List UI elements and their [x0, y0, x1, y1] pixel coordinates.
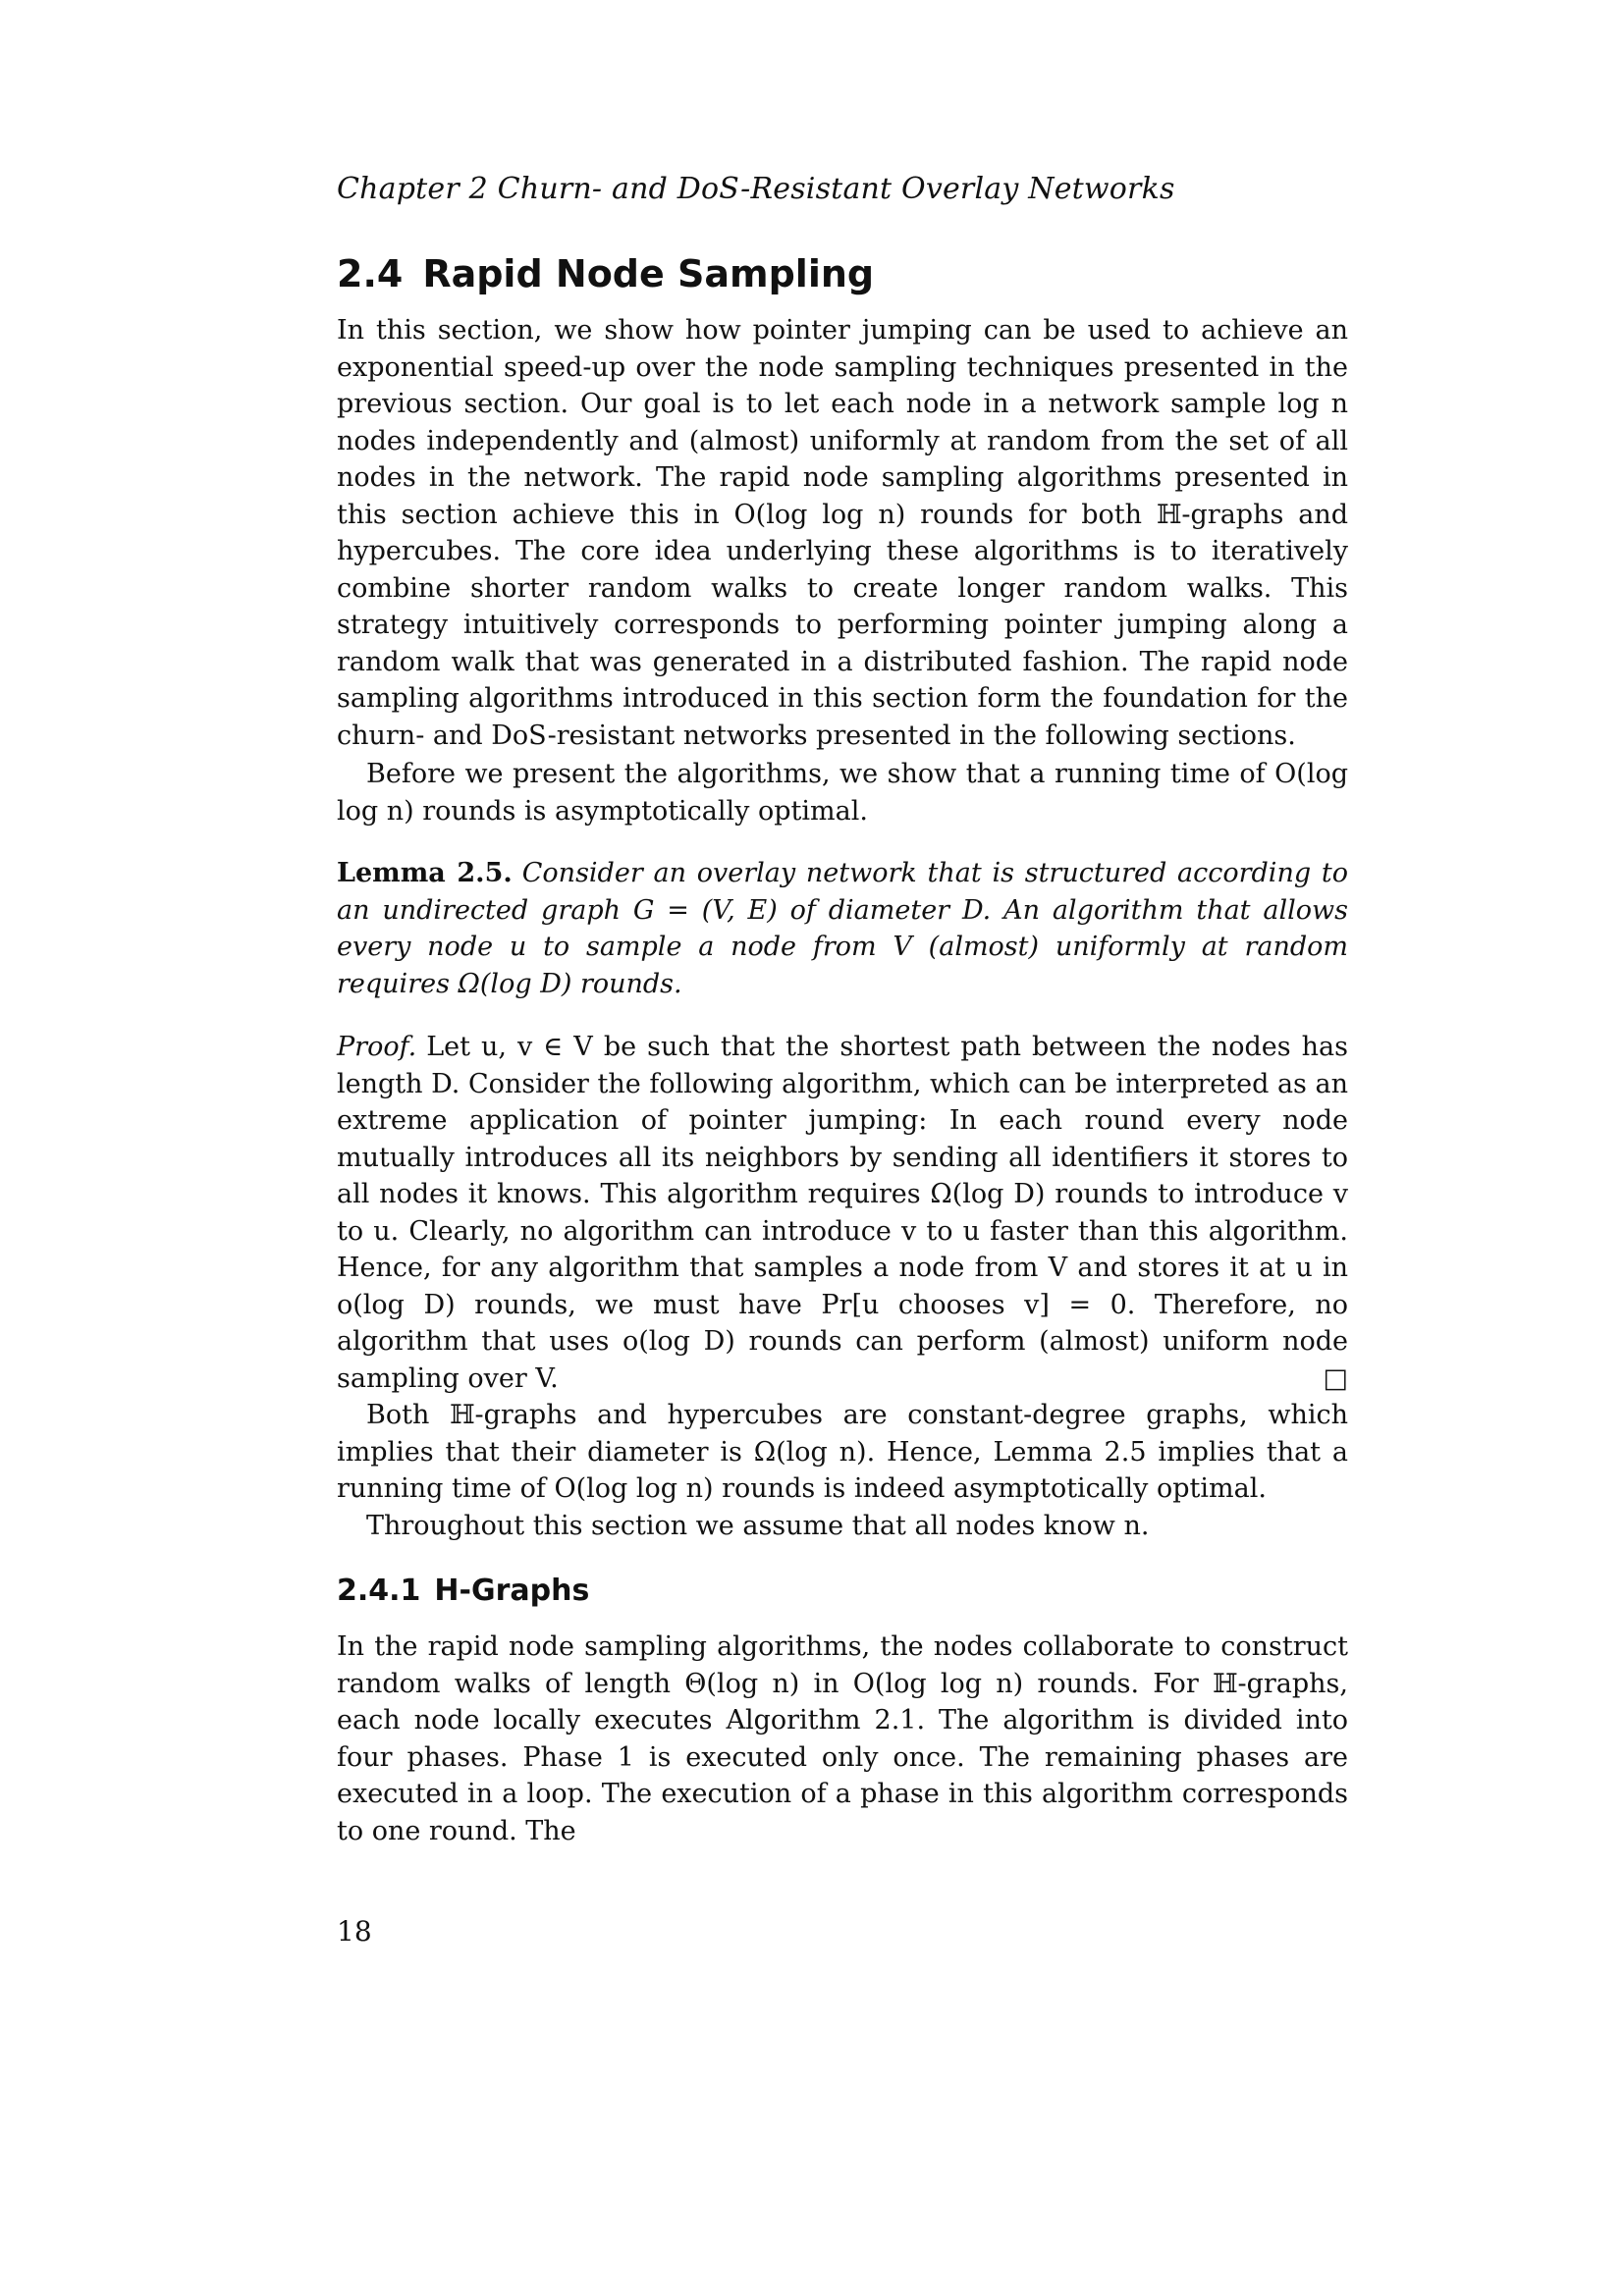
lemma-block: [337, 855, 1348, 1002]
diameter-paragraph: Both ℍ-graphs and hypercubes are constant-degree graphs, which implies that their diameter is Ω(log n). Hence, Lemma 2.5 implies that a running time of O(log log n) rounds is indeed asymptotically optimal.: [337, 1400, 1348, 1504]
subsection-heading: [337, 1572, 1348, 1611]
qed-symbol: □: [1323, 1362, 1348, 1394]
intro-paragraph: In this section, we show how pointer jumping can be used to achieve an exponential speed-up over the node sampling techniques presented in the previous section. Our goal is to let each node in a network sample log n nodes independently and (almost) uniformly at random from the set of all nodes in the network. The rapid node sampling algorithms presented in this section achieve this in O(log log n) rounds for both ℍ-graphs and hypercubes. The core idea underlying these algorithms is to iteratively combine shorter random walks to create longer random walks. This strategy intuitively corresponds to performing pointer jumping along a random walk that was generated in a distributed fashion. The rapid node sampling algorithms introduced in this section form the foundation for the churn- and DoS-resistant networks presented in the following sections.: [337, 315, 1348, 751]
proof-text: Let u, v ∈ V be such that the shortest path between the nodes has length D. Consider the following algorithm, which can be interpreted as an extreme application of pointer jumping: In each round every node mutually introduces all its neighbors by sending all identifiers it stores to all nodes it knows. This algorithm requires Ω(log D) rounds to introduce v to u. Clearly, no algorithm can introduce v to u faster than this algorithm. Hence, for any algorithm that samples a node from V and stores it at u in o(log D) rounds, we must have Pr[u chooses v] = 0. Therefore, no algorithm that uses o(log D) rounds can perform (almost) uniform node sampling over V.: [337, 1032, 1348, 1394]
proof-block: [337, 1029, 1348, 1397]
page-number: 18: [337, 1915, 372, 1948]
section-number: 2.4: [337, 252, 404, 295]
proof-label: Proof.: [337, 1032, 417, 1062]
subsection-number: 2.4.1: [337, 1574, 421, 1608]
lemma-label: Lemma 2.5.: [337, 858, 513, 888]
subsection-title: H-Graphs: [434, 1574, 590, 1608]
section-title: Rapid Node Sampling: [422, 252, 875, 295]
assumption-paragraph: Throughout this section we assume that all nodes know n.: [366, 1511, 1150, 1541]
section-heading: [337, 250, 1348, 297]
h-graphs-paragraph: In the rapid node sampling algorithms, the nodes collaborate to construct random walks of length Θ(log n) in O(log log n) rounds. For ℍ-graphs, each node locally executes Algorithm 2.1. The algorithm is divided into four phases. Phase 1 is executed only once. The remaining phases are executed in a loop. The execution of a phase in this algorithm corresponds to one round. The: [337, 1631, 1348, 1846]
lemma-text: Consider an overlay network that is structured according to an undirected graph G = (V, E) of diameter D. An algorithm that allows every node u to sample a node from V (almost) uniformly at random requires Ω(log D) rounds.: [337, 858, 1348, 999]
optimality-paragraph: Before we present the algorithms, we show that a running time of O(log log n) rounds is asymptotically optimal.: [337, 759, 1348, 827]
running-header: Chapter 2 Churn- and DoS-Resistant Overlay Networks: [337, 172, 1175, 206]
